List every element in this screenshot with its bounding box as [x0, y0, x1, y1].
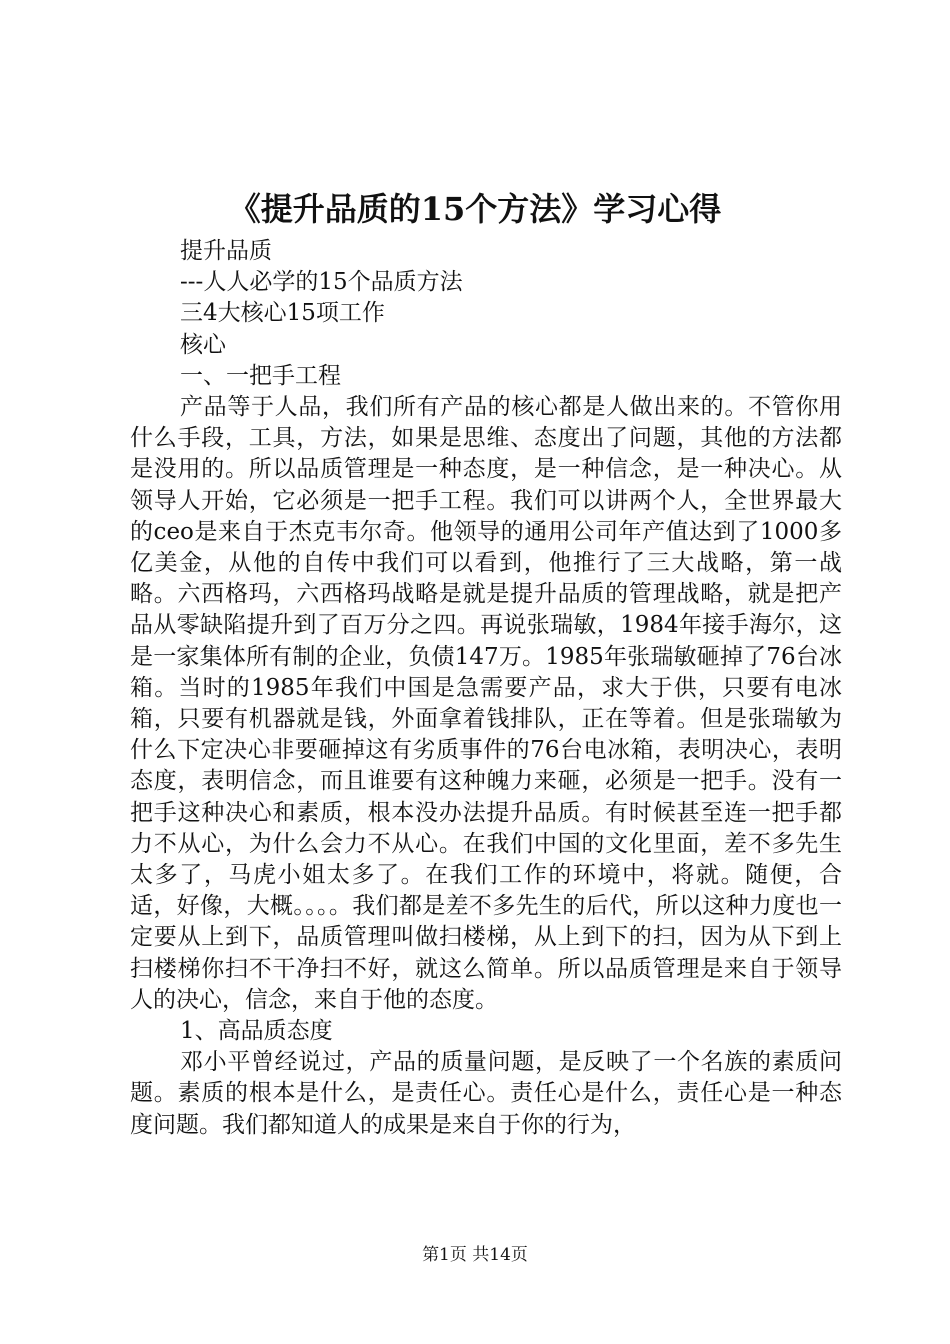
- line-core: 核心: [180, 331, 226, 358]
- document-body: [130, 236, 842, 1141]
- paragraph-two: 邓小平曾经说过，产品的质量问题，是反映了一个名族的素质问题。素质的根本是什么，是责任心。责任心是什么，责任心是一种态度问题。我们都知道人的成果是来自于你的行为，: [130, 1049, 842, 1138]
- page-footer: 第1页 共14页: [422, 1245, 528, 1265]
- line-summary: 三4大核心15项工作: [180, 300, 385, 327]
- subsection-heading: 1、高品质态度: [180, 1018, 333, 1045]
- paragraph-one: 产品等于人品，我们所有产品的核心都是人做出来的。不管你用什么手段，工具，方法，如果是思维、态度出了问题，其他的方法都是没用的。所以品质管理是一种态度，是一种信念，是一种决心。从领导人开始，它必须是一把手工程。我们可以讲两个人，全世界最大的ceo是来自于杰克韦尔奇。他领导的通用公司年产值达到了1000多亿美金，从他的自传中我们可以看到，他推行了三大战略，第一战略。六西格玛，六西格玛战略是就是提升品质的管理战略，就是把产品从零缺陷提升到了百万分之四。再说张瑞敏，1984年接手海尔，这是一家集体所有制的企业，负债147万。1985年张瑞敏砸掉了76台冰箱。当时的1985年我们中国是急需要产品，求大于供，只要有电冰箱，只要有机器就是钱，外面拿着钱排队，正在等着。但是张瑞敏为什么下定决心非要砸掉这有劣质事件的76台电冰箱，表明决心，表明态度，表明信念，而且谁要有这种魄力来砸，必须是一把手。没有一把手这种决心和素质，根本没办法提升品质。有时候甚至连一把手都力不从心，为什么会力不从心。在我们中国的文化里面，差不多先生太多了，马虎小姐太多了。在我们工作的环境中，将就。随便，合适，好像，大概。。。。我们都是差不多先生的后代，所以这种力度也一定要从上到下，品质管理叫做扫楼梯，从上到下的扫，因为从下到上扫楼梯你扫不干净扫不好，就这么简单。所以品质管理是来自于领导人的决心，信念，来自于他的态度。: [130, 394, 842, 1013]
- line-tagline: ---人人必学的15个品质方法: [180, 269, 463, 296]
- document-title: 《提升品质的15个方法》学习心得: [228, 190, 722, 228]
- line-subtitle: 提升品质: [180, 238, 272, 264]
- section-heading: 一、一把手工程: [180, 362, 341, 389]
